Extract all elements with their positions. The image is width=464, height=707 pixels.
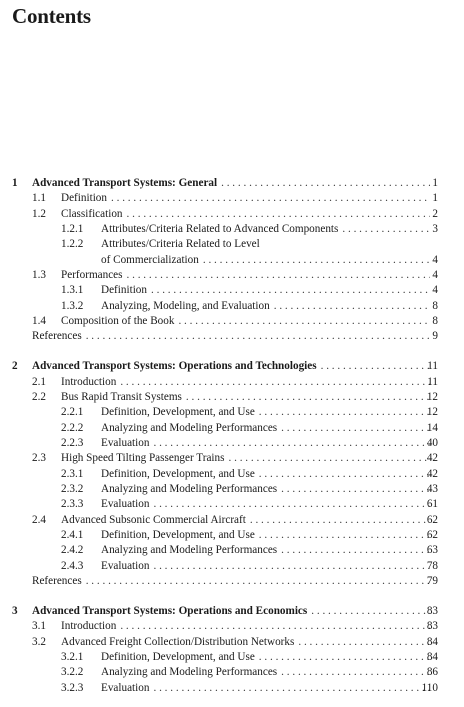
dot-leader <box>149 436 430 451</box>
toc-entry-title: Evaluation <box>101 498 150 511</box>
toc-entry[interactable] <box>0 497 464 512</box>
toc-entry-title: Advanced Transport Systems: Operations and Economics <box>32 604 308 617</box>
toc-entry[interactable] <box>0 283 464 298</box>
toc-page-number: 83 <box>426 604 438 617</box>
toc-page-number: 79 <box>426 575 438 588</box>
toc-entry[interactable] <box>0 268 464 283</box>
toc-entry-number: 2.3.1 <box>61 467 84 480</box>
toc-entry-title: Analyzing and Modeling Performances <box>101 421 278 434</box>
toc-page-number: 1 <box>432 192 438 205</box>
toc-page-number: 84 <box>426 635 438 648</box>
toc-entry-title: Analyzing, Modeling, and Evaluation <box>101 299 270 312</box>
toc-entry-number: 2.4 <box>32 513 46 526</box>
toc-entry-title: Definition <box>101 284 147 297</box>
toc-chapter[interactable] <box>0 176 464 191</box>
toc-entry-number: 1.2.1 <box>61 223 84 236</box>
toc-entry[interactable] <box>0 421 464 436</box>
dot-leader <box>255 467 430 482</box>
toc-entry-title: References <box>32 330 82 343</box>
toc-page-number: 62 <box>426 529 438 542</box>
toc-entry[interactable] <box>0 299 464 314</box>
toc-entry-number: 2.3 <box>32 452 46 465</box>
toc-entry[interactable] <box>0 482 464 497</box>
dot-leader <box>225 451 431 466</box>
toc-entry-number: 2.3.2 <box>61 483 84 496</box>
toc-entry-number: 1.2.2 <box>61 238 84 251</box>
toc-entry-title: Advanced Subsonic Commercial Aircraft <box>61 513 246 526</box>
toc-page-number: 86 <box>426 666 438 679</box>
dot-leader <box>82 574 430 589</box>
dot-leader <box>182 390 430 405</box>
dot-leader <box>149 559 430 574</box>
toc-entry-number: 1.3.1 <box>61 284 84 297</box>
toc-page-number: 4 <box>432 253 438 266</box>
toc-entry[interactable] <box>0 405 464 420</box>
toc-entry[interactable] <box>0 681 464 696</box>
toc-page-number: 42 <box>426 467 438 480</box>
toc-entry[interactable] <box>0 665 464 680</box>
toc-page-number: 9 <box>432 330 438 343</box>
toc-references[interactable] <box>0 329 464 344</box>
toc-entry-number: 3.2.1 <box>61 650 84 663</box>
toc-entry[interactable] <box>0 528 464 543</box>
toc-entry[interactable] <box>0 619 464 634</box>
page-title: Contents <box>12 4 91 28</box>
toc-page-number: 11 <box>427 360 438 373</box>
toc-entry-title: Definition, Development, and Use <box>101 650 255 663</box>
toc-entry-number: 3.2.3 <box>61 681 84 694</box>
toc-entry[interactable] <box>0 635 464 650</box>
dot-leader <box>270 299 430 314</box>
toc-entry-number: 2.4.1 <box>61 529 84 542</box>
toc-page-number: 4 <box>432 269 438 282</box>
toc-entry[interactable] <box>0 543 464 558</box>
toc-entry[interactable] <box>0 237 464 252</box>
toc-entry-title: Evaluation <box>101 559 150 572</box>
toc-entry-number: 2.4.2 <box>61 544 84 557</box>
toc-entry[interactable] <box>0 513 464 528</box>
toc-page-number: 8 <box>432 315 438 328</box>
toc-entry-title: Attributes/Criteria Related to Advanced Components <box>101 223 339 236</box>
toc-entry-number: 1.4 <box>32 315 46 328</box>
toc-entry[interactable] <box>0 451 464 466</box>
toc-page-number: 110 <box>421 681 438 694</box>
toc-entry-number: 3.1 <box>32 620 46 633</box>
toc-page-number: 61 <box>426 498 438 511</box>
dot-leader <box>123 207 430 222</box>
toc-entry-number: 3 <box>12 604 18 617</box>
toc-entry[interactable] <box>0 191 464 206</box>
toc-entry[interactable] <box>0 436 464 451</box>
toc-page-number: 40 <box>426 437 438 449</box>
dot-leader <box>116 375 430 390</box>
table-of-contents <box>0 176 464 696</box>
toc-entry-title: Definition, Development, and Use <box>101 406 255 419</box>
toc-entry[interactable] <box>0 650 464 665</box>
toc-entry-number: 1.3 <box>32 269 46 282</box>
dot-leader <box>255 650 430 665</box>
toc-entry-number: 3.2.2 <box>61 666 84 679</box>
toc-entry-title: Evaluation <box>101 437 150 449</box>
toc-entry-title: of Commercialization <box>101 253 199 266</box>
toc-entry-title: Introduction <box>61 375 117 388</box>
toc-entry-title: Performances <box>61 269 123 282</box>
toc-page-number: 42 <box>426 452 438 465</box>
dot-leader <box>255 528 430 543</box>
toc-entry-number: 2.4.3 <box>61 559 84 572</box>
dot-leader <box>255 405 430 420</box>
toc-entry-title: Composition of the Book <box>61 315 175 328</box>
toc-entry-number: 1.2 <box>32 207 46 220</box>
dot-leader <box>82 329 430 344</box>
toc-entry-title: Definition, Development, and Use <box>101 467 255 480</box>
dot-leader <box>147 283 430 298</box>
toc-entry-title: Analyzing and Modeling Performances <box>101 666 278 679</box>
toc-page-number: 11 <box>427 375 438 388</box>
toc-page-number: 63 <box>426 544 438 557</box>
toc-entry-number: 2.2.3 <box>61 437 84 449</box>
toc-chapter[interactable] <box>0 604 464 619</box>
toc-entry-number: 2.2.1 <box>61 406 84 419</box>
dot-leader <box>174 314 430 329</box>
toc-entry[interactable] <box>0 375 464 390</box>
toc-entry-number: 1.3.2 <box>61 299 84 312</box>
toc-entry[interactable] <box>0 467 464 482</box>
dot-leader <box>123 268 430 283</box>
toc-page-number: 78 <box>426 559 438 572</box>
toc-entry-title: High Speed Tilting Passenger Trains <box>61 452 225 465</box>
toc-entry-title: Analyzing and Modeling Performances <box>101 483 278 496</box>
toc-entry[interactable] <box>0 207 464 222</box>
toc-entry[interactable] <box>0 222 464 237</box>
toc-entry-number: 1.1 <box>32 192 46 205</box>
toc-entry-number: 2 <box>12 360 18 373</box>
toc-page-number: 84 <box>426 650 438 663</box>
toc-entry-number: 2.1 <box>32 375 46 388</box>
toc-entry-title: Advanced Freight Collection/Distribution Networks <box>61 635 295 648</box>
toc-entry-title: Advanced Transport Systems: General <box>32 177 218 189</box>
toc-entry-title: Evaluation <box>101 681 150 694</box>
toc-references[interactable] <box>0 574 464 589</box>
toc-chapter[interactable] <box>0 359 464 374</box>
toc-page-number: 4 <box>432 284 438 297</box>
toc-entry-title: Introduction <box>61 620 117 633</box>
toc-page-number: 62 <box>426 513 438 526</box>
dot-leader <box>149 497 430 512</box>
toc-page-number: 43 <box>426 483 438 496</box>
dot-leader <box>116 619 430 634</box>
toc-entry-number: 2.3.3 <box>61 498 84 511</box>
toc-entry[interactable] <box>0 559 464 574</box>
dot-leader <box>107 191 430 206</box>
toc-entry-title: Analyzing and Modeling Performances <box>101 544 278 557</box>
toc-entry-title: Classification <box>61 207 123 220</box>
dot-leader <box>199 253 430 268</box>
toc-entry-title: Advanced Transport Systems: Operations and Technologies <box>32 360 317 373</box>
dot-leader <box>246 513 430 528</box>
dot-leader <box>217 176 430 191</box>
toc-entry-number: 2.2.2 <box>61 421 84 434</box>
toc-page-number: 12 <box>426 390 438 403</box>
toc-entry-title: Definition, Development, and Use <box>101 529 255 542</box>
toc-page-number: 2 <box>432 207 438 220</box>
toc-page-number: 14 <box>426 421 438 434</box>
toc-entry[interactable] <box>0 314 464 329</box>
toc-entry[interactable] <box>0 390 464 405</box>
toc-entry-title: References <box>32 575 82 588</box>
toc-page-number: 1 <box>432 177 438 189</box>
toc-entry[interactable] <box>0 253 464 268</box>
toc-entry-title: Bus Rapid Transit Systems <box>61 390 182 403</box>
toc-entry-title: Attributes/Criteria Related to Level <box>101 238 260 251</box>
toc-page-number: 83 <box>426 620 438 633</box>
toc-entry-title: Definition <box>61 192 107 205</box>
toc-entry-number: 2.2 <box>32 390 46 403</box>
dot-leader <box>149 681 430 696</box>
toc-page-number: 8 <box>432 299 438 312</box>
toc-page-number: 3 <box>432 223 438 236</box>
toc-entry-number: 1 <box>12 177 18 189</box>
toc-entry-number: 3.2 <box>32 635 46 648</box>
toc-page-number: 12 <box>426 406 438 419</box>
